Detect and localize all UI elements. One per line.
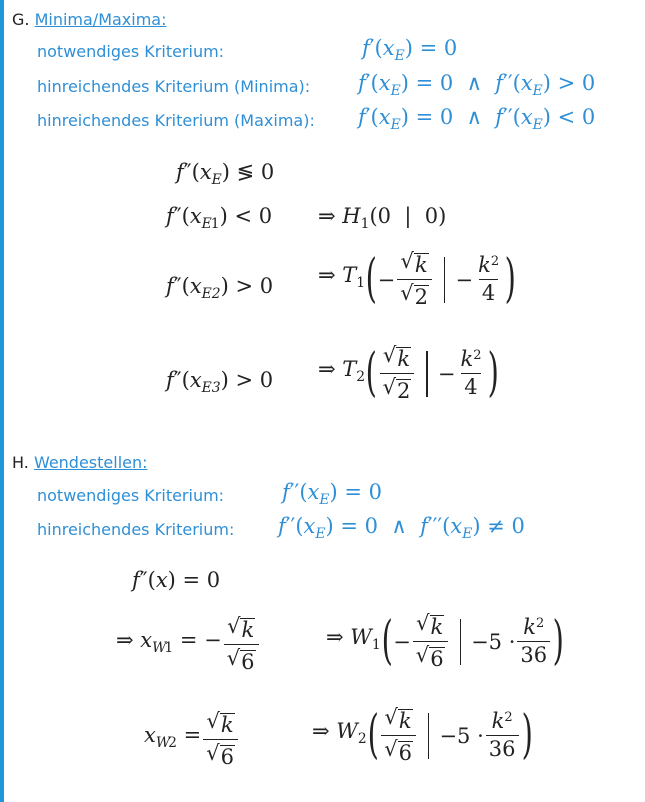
- criterion-label: hinreichendes Kriterium (Maxima):: [37, 111, 315, 130]
- equation-line: f″(x) = 0: [132, 568, 221, 592]
- inflection-point-w2: ⇒ $W_2$ ( √ k √ 6 −5 · $\frac{k^2}{36}$ ): [312, 704, 533, 766]
- criterion-formula: $f'(x_E) = 0$: [362, 36, 458, 64]
- criterion-formula: $f''(x_E) = 0$ ∧ $f'''(x_E) \ne 0$: [278, 514, 525, 542]
- criterion-label: notwendiges Kriterium:: [37, 42, 225, 61]
- section-g-heading: [12, 10, 167, 29]
- extremum-point-h1: ⇒ $H_1(0$ | 0): [318, 204, 447, 232]
- extremum-point-t1: ⇒ $T_1$ ( − √ k √ 2 − $\frac{k^2}{4}$ ): [318, 248, 516, 310]
- equation-line: $f''(x_{E3}) > 0$: [166, 368, 274, 396]
- section-h-heading: [12, 453, 148, 472]
- extremum-point-t2: ⇒ $T_2$ ( √ k √ 2 − $\frac{k^2}{4}$ ): [318, 342, 499, 404]
- equation-line: $f''(x_{E2}) > 0$: [166, 274, 274, 302]
- left-accent-bar: [0, 0, 4, 802]
- inflection-point-w1: ⇒ $W_1$ ( − √ k √ 6 −5 · $\frac{k^2}{36}$ ): [326, 610, 564, 672]
- equation-line: $f''(x_E)$ ≶ 0: [176, 160, 275, 188]
- equation-line-xw1: ⇒ $x_{W1}$ = − √ k √ 6: [116, 615, 261, 674]
- section-g-title-link[interactable]: Minima/Maxima:: [34, 10, 167, 29]
- section-h-marker: H.: [12, 453, 29, 472]
- criterion-formula: $f'(x_E) = 0$ ∧ $f''(x_E) > 0$: [358, 71, 596, 99]
- section-g-marker: G.: [12, 10, 30, 29]
- equation-line-xw2: $x_{W2}$ = √ k √ 6: [144, 710, 240, 769]
- section-h-title-link[interactable]: Wendestellen:: [33, 453, 148, 472]
- criterion-label: hinreichendes Kriterium:: [37, 520, 235, 539]
- criterion-label: hinreichendes Kriterium (Minima):: [37, 77, 311, 96]
- criterion-label: notwendiges Kriterium:: [37, 486, 225, 505]
- criterion-formula: $f'(x_E) = 0$ ∧ $f''(x_E) < 0$: [358, 105, 596, 133]
- criterion-formula: $f''(x_E) = 0$: [282, 480, 382, 508]
- equation-line: $f''(x_{E1}) < 0$: [166, 204, 273, 232]
